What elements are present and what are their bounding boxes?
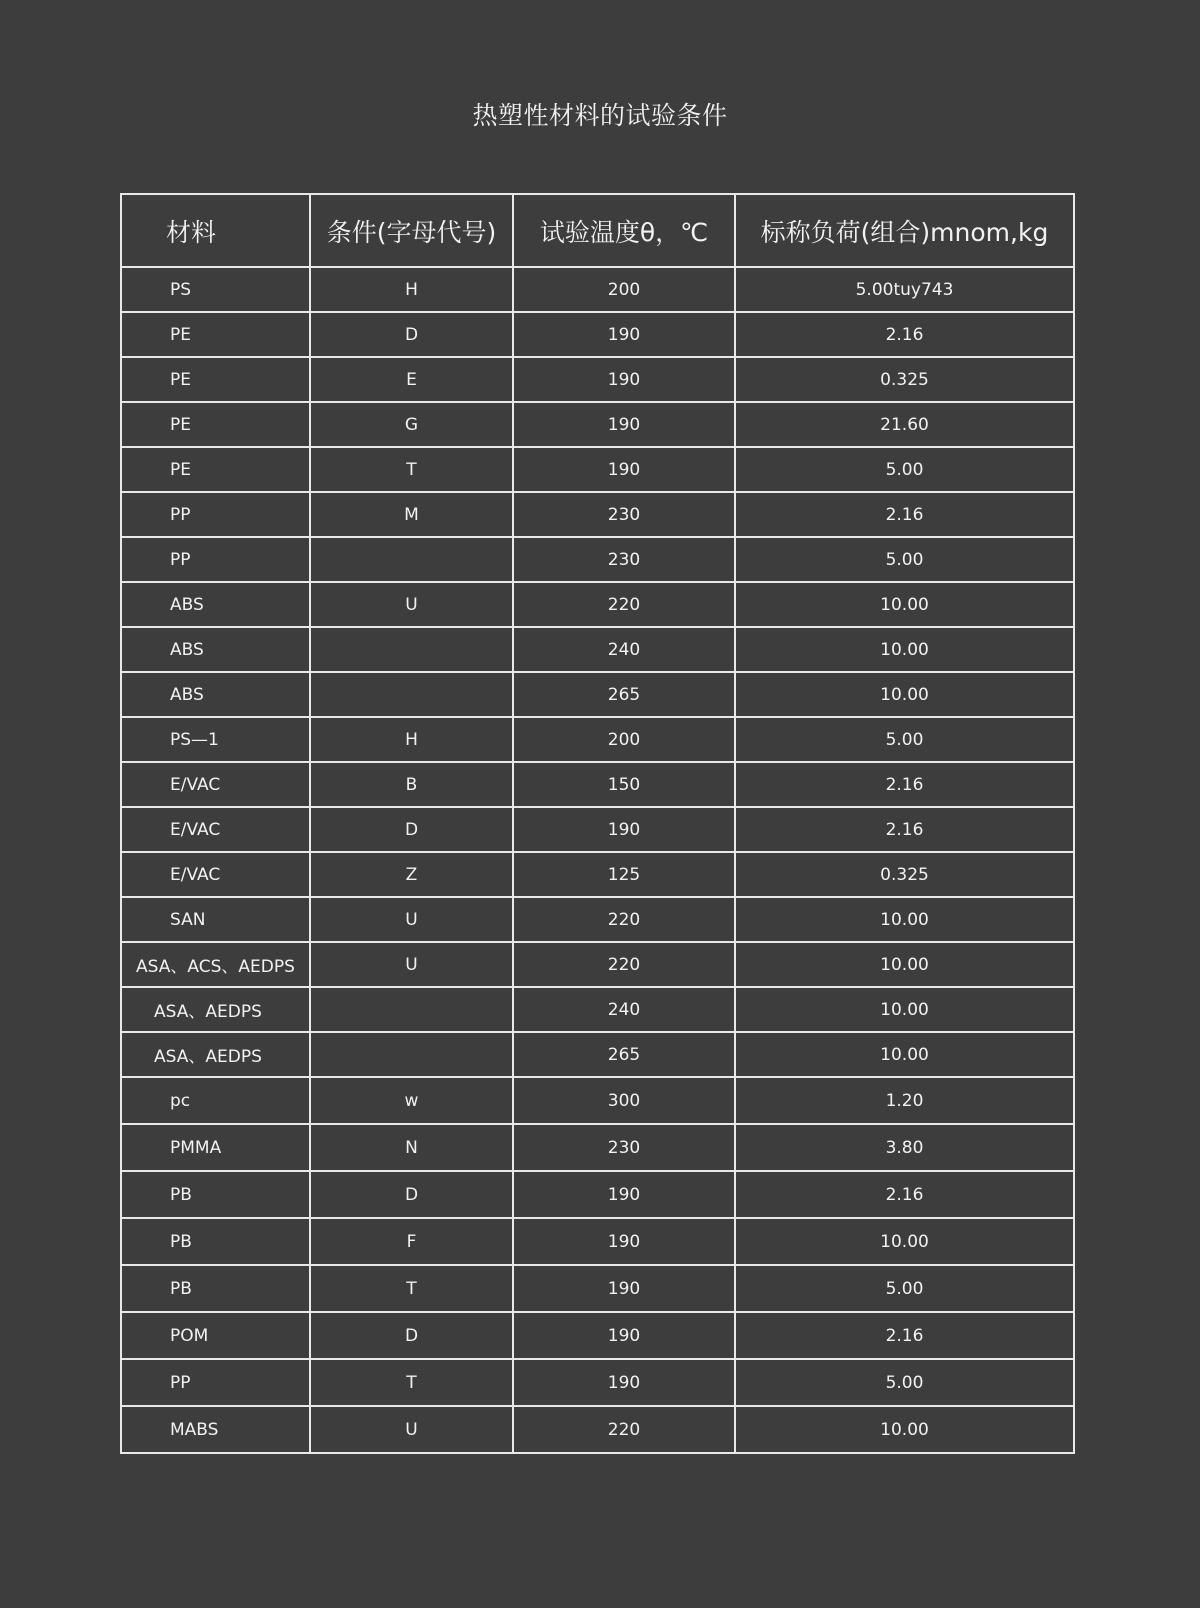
cell-nominal-load: 3.80 — [735, 1124, 1074, 1171]
cell-temperature: 230 — [513, 492, 735, 537]
cell-nominal-load: 2.16 — [735, 1171, 1074, 1218]
cell-temperature: 190 — [513, 1171, 735, 1218]
cell-nominal-load: 10.00 — [735, 942, 1074, 987]
cell-material: ASA、ACS、AEDPS — [121, 942, 310, 987]
cell-nominal-load: 5.00 — [735, 1265, 1074, 1312]
cell-condition — [310, 672, 513, 717]
cell-nominal-load: 21.60 — [735, 402, 1074, 447]
cell-temperature: 220 — [513, 1406, 735, 1453]
table-row — [121, 312, 1074, 357]
cell-condition — [310, 987, 513, 1032]
cell-temperature: 230 — [513, 537, 735, 582]
cell-material: E/VAC — [121, 807, 310, 852]
cell-nominal-load: 10.00 — [735, 1032, 1074, 1077]
cell-condition — [310, 1032, 513, 1077]
cell-material: PE — [121, 402, 310, 447]
cell-nominal-load: 2.16 — [735, 1312, 1074, 1359]
cell-nominal-load: 2.16 — [735, 312, 1074, 357]
cell-material: ASA、AEDPS — [121, 1032, 310, 1077]
cell-condition — [310, 537, 513, 582]
table-row — [121, 1077, 1074, 1124]
cell-nominal-load: 10.00 — [735, 1406, 1074, 1453]
table-row — [121, 492, 1074, 537]
cell-temperature: 125 — [513, 852, 735, 897]
table-row — [121, 897, 1074, 942]
cell-condition: U — [310, 942, 513, 987]
cell-material: PB — [121, 1171, 310, 1218]
cell-temperature: 190 — [513, 1312, 735, 1359]
cell-material: SAN — [121, 897, 310, 942]
cell-temperature: 265 — [513, 672, 735, 717]
cell-temperature: 190 — [513, 1359, 735, 1406]
table-row — [121, 672, 1074, 717]
header-condition: 条件(字母代号) — [310, 194, 513, 267]
cell-material: ABS — [121, 582, 310, 627]
cell-material: ABS — [121, 672, 310, 717]
cell-condition: T — [310, 1265, 513, 1312]
cell-temperature: 190 — [513, 447, 735, 492]
cell-material: pc — [121, 1077, 310, 1124]
cell-material: ASA、AEDPS — [121, 987, 310, 1032]
cell-nominal-load: 10.00 — [735, 582, 1074, 627]
table-row — [121, 807, 1074, 852]
cell-material: PE — [121, 357, 310, 402]
cell-condition: H — [310, 267, 513, 312]
header-temperature: 试验温度θ，℃ — [513, 194, 735, 267]
cell-nominal-load: 2.16 — [735, 762, 1074, 807]
cell-condition: U — [310, 582, 513, 627]
header-nominal-load: 标称负荷(组合)mnom,kg — [735, 194, 1074, 267]
cell-temperature: 220 — [513, 582, 735, 627]
cell-condition — [310, 627, 513, 672]
cell-condition: T — [310, 1359, 513, 1406]
cell-nominal-load: 1.20 — [735, 1077, 1074, 1124]
cell-condition: Z — [310, 852, 513, 897]
cell-condition: N — [310, 1124, 513, 1171]
cell-nominal-load: 2.16 — [735, 492, 1074, 537]
cell-temperature: 150 — [513, 762, 735, 807]
cell-nominal-load: 5.00 — [735, 537, 1074, 582]
table-row — [121, 447, 1074, 492]
cell-nominal-load: 10.00 — [735, 897, 1074, 942]
cell-nominal-load: 2.16 — [735, 807, 1074, 852]
cell-temperature: 190 — [513, 1265, 735, 1312]
cell-temperature: 200 — [513, 717, 735, 762]
cell-temperature: 240 — [513, 987, 735, 1032]
cell-material: PB — [121, 1265, 310, 1312]
cell-condition: D — [310, 1312, 513, 1359]
cell-material: PS — [121, 267, 310, 312]
table-row — [121, 582, 1074, 627]
table-row — [121, 1406, 1074, 1453]
cell-condition: D — [310, 807, 513, 852]
cell-material: MABS — [121, 1406, 310, 1453]
cell-material: PE — [121, 447, 310, 492]
cell-nominal-load: 10.00 — [735, 672, 1074, 717]
table-row — [121, 762, 1074, 807]
header-material: 材料 — [121, 194, 310, 267]
cell-temperature: 190 — [513, 357, 735, 402]
table-row — [121, 987, 1074, 1032]
table-row — [121, 1359, 1074, 1406]
table-row — [121, 357, 1074, 402]
cell-material: PS—1 — [121, 717, 310, 762]
cell-material: E/VAC — [121, 852, 310, 897]
cell-nominal-load: 5.00 — [735, 447, 1074, 492]
cell-nominal-load: 10.00 — [735, 627, 1074, 672]
table-row — [121, 1218, 1074, 1265]
table-row — [121, 267, 1074, 312]
table-row — [121, 627, 1074, 672]
cell-temperature: 220 — [513, 897, 735, 942]
document-title: 热塑性材料的试验条件 — [472, 101, 728, 130]
cell-temperature: 190 — [513, 402, 735, 447]
table-row — [121, 1032, 1074, 1077]
cell-temperature: 190 — [513, 312, 735, 357]
cell-material: E/VAC — [121, 762, 310, 807]
cell-condition: D — [310, 312, 513, 357]
table-row — [121, 1265, 1074, 1312]
cell-temperature: 190 — [513, 807, 735, 852]
cell-material: PP — [121, 1359, 310, 1406]
cell-condition: T — [310, 447, 513, 492]
cell-condition: E — [310, 357, 513, 402]
cell-temperature: 300 — [513, 1077, 735, 1124]
cell-nominal-load: 5.00 — [735, 717, 1074, 762]
cell-temperature: 240 — [513, 627, 735, 672]
cell-condition: D — [310, 1171, 513, 1218]
table-row — [121, 852, 1074, 897]
cell-nominal-load: 10.00 — [735, 1218, 1074, 1265]
cell-material: PE — [121, 312, 310, 357]
cell-nominal-load: 0.325 — [735, 852, 1074, 897]
cell-temperature: 265 — [513, 1032, 735, 1077]
cell-condition: F — [310, 1218, 513, 1265]
table-row — [121, 1124, 1074, 1171]
header-row — [121, 194, 1074, 267]
table-row — [121, 1312, 1074, 1359]
table-row — [121, 717, 1074, 762]
cell-temperature: 220 — [513, 942, 735, 987]
cell-condition: U — [310, 1406, 513, 1453]
cell-condition: M — [310, 492, 513, 537]
cell-material: ABS — [121, 627, 310, 672]
cell-temperature: 190 — [513, 1218, 735, 1265]
cell-condition: H — [310, 717, 513, 762]
cell-material: POM — [121, 1312, 310, 1359]
cell-condition: U — [310, 897, 513, 942]
cell-material: PP — [121, 492, 310, 537]
table-row — [121, 537, 1074, 582]
table-row — [121, 942, 1074, 987]
cell-nominal-load: 0.325 — [735, 357, 1074, 402]
cell-condition: G — [310, 402, 513, 447]
table-row — [121, 1171, 1074, 1218]
table-row — [121, 402, 1074, 447]
cell-material: PMMA — [121, 1124, 310, 1171]
cell-condition: B — [310, 762, 513, 807]
cell-material: PP — [121, 537, 310, 582]
cell-temperature: 200 — [513, 267, 735, 312]
cell-nominal-load: 5.00tuy743 — [735, 267, 1074, 312]
cell-material: PB — [121, 1218, 310, 1265]
cell-nominal-load: 10.00 — [735, 987, 1074, 1032]
cell-temperature: 230 — [513, 1124, 735, 1171]
test-conditions-table — [120, 193, 1075, 1454]
cell-nominal-load: 5.00 — [735, 1359, 1074, 1406]
cell-condition: w — [310, 1077, 513, 1124]
